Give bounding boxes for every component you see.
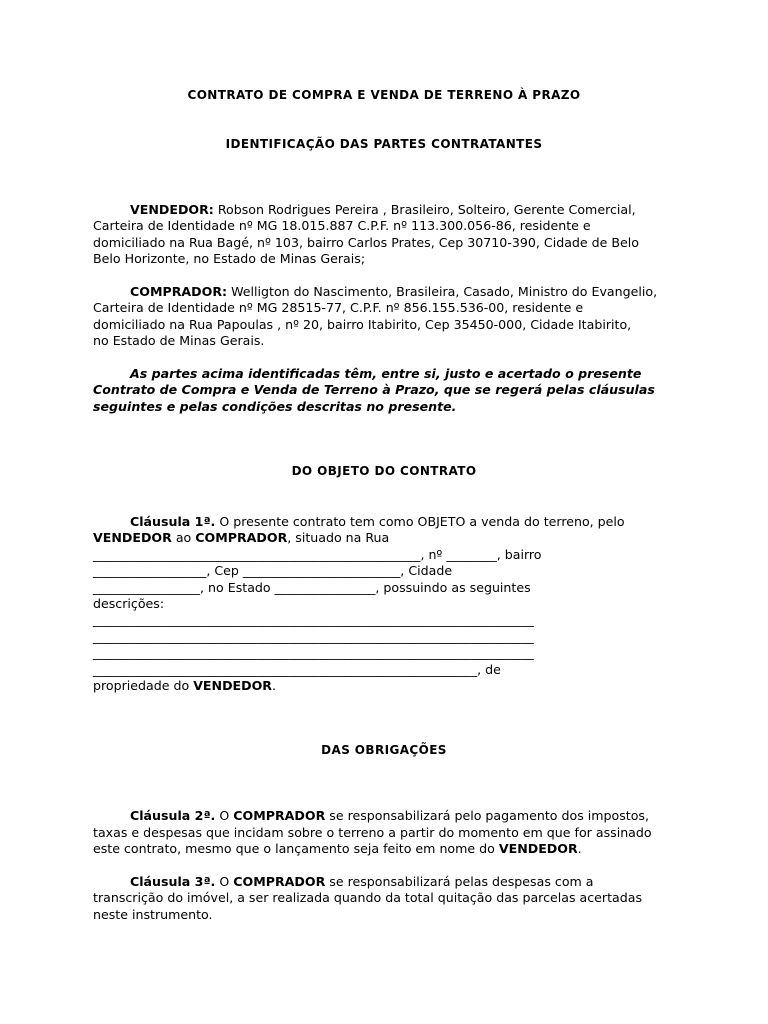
section-heading-object: DO OBJETO DO CONTRATO (291, 464, 477, 478)
intro-line-2: Contrato de Compra e Venda de Terreno à Prazo, que se regerá pelas cláusulas (93, 382, 655, 397)
clause3-label: Cláusula 3ª. (130, 874, 216, 889)
intro-line-3: seguintes e pelas condições descritas no presente. (93, 399, 457, 414)
buyer-label: COMPRADOR: (130, 284, 228, 299)
intro-line-1: As partes acima identificadas têm, entre si, justo e acertado o presente (130, 366, 642, 381)
buyer-line-3: domiciliado na Rua Papoulas , nº 20, bairro Itabirito, Cep 35450-000, Cidade Itabirito, (93, 317, 632, 332)
clause3-line-1: Cláusula 3ª. O COMPRADOR se responsabilizará pelas despesas com a (130, 874, 594, 889)
clause1-line-10: _____________________________________________________________, de (93, 662, 501, 677)
vendor-line-2: Carteira de Identidade nº MG 18.015.887 C.P.F. nº 113.300.056-86, residente e (93, 218, 591, 233)
clause2-line-2: taxas e despesas que incidam sobre o terreno a partir do momento em que for assinado (93, 825, 652, 840)
clause1-line-2: VENDEDOR ao COMPRADOR, situado na Rua (93, 530, 390, 545)
clause1-label: Cláusula 1ª. (130, 514, 216, 529)
buyer-line-2: Carteira de Identidade nº MG 28515-77, C.P.F. nº 856.155.536-00, residente e (93, 300, 584, 315)
clause1-line-5: _________________, no Estado ________________, possuindo as seguintes (93, 580, 531, 595)
clause1-line-6: descrições: (93, 596, 165, 611)
vendor-line-4: Belo Horizonte, no Estado de Minas Gerais; (93, 251, 366, 266)
clause1-line-1: Cláusula 1ª. O presente contrato tem como OBJETO a venda do terreno, pelo (130, 514, 625, 529)
clause1-line-4: __________________, Cep _________________________, Cidade (93, 563, 453, 578)
buyer-line-1: COMPRADOR: Welligton do Nascimento, Brasileira, Casado, Ministro do Evangelio, (130, 284, 658, 299)
clause1-line-11: propriedade do VENDEDOR. (93, 678, 277, 693)
clause1-line-9: ______________________________________________________________________ (93, 645, 534, 660)
section-heading-obligations: DAS OBRIGAÇÕES (321, 743, 447, 757)
vendor-label: VENDEDOR: (130, 202, 214, 217)
clause1-line-3: ____________________________________________________, nº ________, bairro (93, 547, 542, 562)
vendor-line-1: VENDEDOR: Robson Rodrigues Pereira , Brasileiro, Solteiro, Gerente Comercial, (130, 202, 636, 217)
vendor-line-3: domiciliado na Rua Bagé, nº 103, bairro Carlos Prates, Cep 30710-390, Cidade de Belo (93, 235, 639, 250)
document-title: CONTRATO DE COMPRA E VENDA DE TERRENO À PRAZO (187, 88, 581, 102)
clause3-line-3: neste instrumento. (93, 907, 213, 922)
buyer-line-4: no Estado de Minas Gerais. (93, 333, 265, 348)
clause1-line-7: ______________________________________________________________________ (93, 612, 534, 627)
clause2-label: Cláusula 2ª. (130, 808, 216, 823)
clause2-line-3: este contrato, mesmo que o lançamento seja feito em nome do VENDEDOR. (93, 841, 582, 856)
clause2-line-1: Cláusula 2ª. O COMPRADOR se responsabilizará pelo pagamento dos impostos, (130, 808, 649, 823)
clause3-line-2: transcrição do imóvel, a ser realizada quando da total quitação das parcelas acertadas (93, 890, 643, 905)
clause1-line-8: ______________________________________________________________________ (93, 629, 534, 644)
section-heading-parties: IDENTIFICAÇÃO DAS PARTES CONTRATANTES (225, 137, 543, 151)
